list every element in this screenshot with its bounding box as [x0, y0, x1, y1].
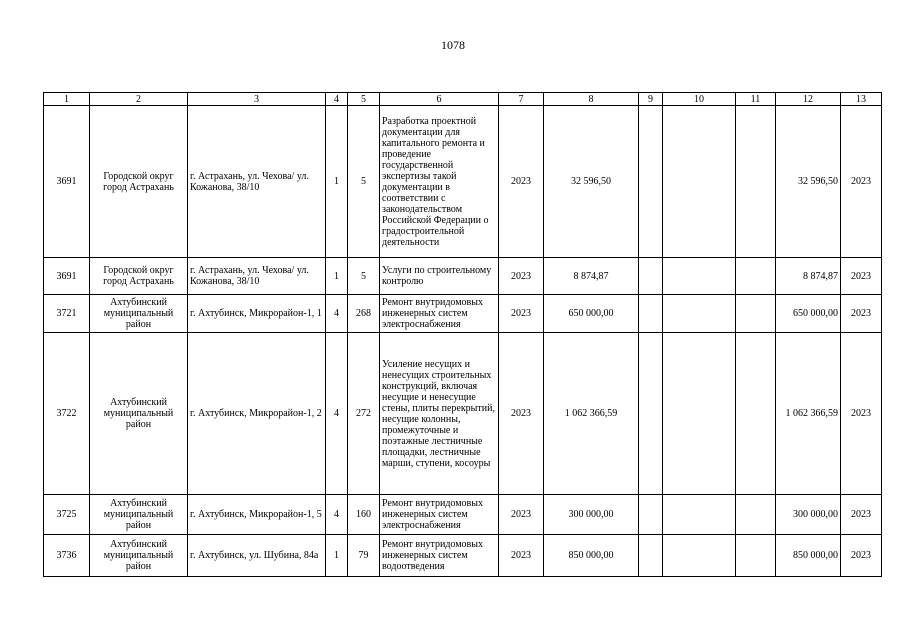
table-row	[44, 258, 882, 295]
cell-col12: 650 000,00	[776, 295, 841, 333]
cell-id: 3721	[44, 295, 90, 333]
column-header: 8	[544, 93, 639, 106]
table-row	[44, 295, 882, 333]
cell-col12: 32 596,50	[776, 106, 841, 258]
table-row	[44, 495, 882, 535]
cell-col5: 268	[348, 295, 380, 333]
table-row	[44, 333, 882, 495]
column-header: 10	[663, 93, 736, 106]
cell-work: Услуги по строительному контролю	[380, 258, 499, 295]
cell-col9	[639, 495, 663, 535]
cell-address: г. Ахтубинск, Микрорайон-1, 5	[188, 495, 326, 535]
cell-col9	[639, 535, 663, 577]
column-header: 5	[348, 93, 380, 106]
cell-id: 3736	[44, 535, 90, 577]
cell-year: 2023	[499, 106, 544, 258]
cell-col5: 160	[348, 495, 380, 535]
cell-municipality: Ахтубинский муниципальный район	[90, 333, 188, 495]
table-row	[44, 106, 882, 258]
cell-col4: 1	[326, 535, 348, 577]
cell-work: Разработка проектной документации для капитального ремонта и проведение государственной экспертизы такой документации в соответствии с законодательством Российской Федерации о градостроительной деятельности	[380, 106, 499, 258]
cell-address: г. Ахтубинск, Микрорайон-1, 1	[188, 295, 326, 333]
cell-col11	[736, 258, 776, 295]
column-header: 4	[326, 93, 348, 106]
cell-col5: 5	[348, 106, 380, 258]
column-header: 6	[380, 93, 499, 106]
column-header: 7	[499, 93, 544, 106]
cell-col4: 4	[326, 295, 348, 333]
column-header: 1	[44, 93, 90, 106]
cell-col9	[639, 258, 663, 295]
cell-municipality: Ахтубинский муниципальный район	[90, 295, 188, 333]
cell-col4: 1	[326, 258, 348, 295]
cell-col9	[639, 333, 663, 495]
cell-col9	[639, 106, 663, 258]
cell-municipality: Ахтубинский муниципальный район	[90, 535, 188, 577]
cell-id: 3722	[44, 333, 90, 495]
cell-col5: 5	[348, 258, 380, 295]
column-header: 12	[776, 93, 841, 106]
cell-total: 32 596,50	[544, 106, 639, 258]
cell-col12: 1 062 366,59	[776, 333, 841, 495]
column-header: 13	[841, 93, 882, 106]
cell-year: 2023	[499, 258, 544, 295]
cell-col4: 1	[326, 106, 348, 258]
cell-col11	[736, 295, 776, 333]
column-header: 3	[188, 93, 326, 106]
column-header: 11	[736, 93, 776, 106]
cell-total: 300 000,00	[544, 495, 639, 535]
cell-address: г. Астрахань, ул. Чехова/ ул. Кожанова, 38/10	[188, 258, 326, 295]
cell-total: 650 000,00	[544, 295, 639, 333]
cell-id: 3691	[44, 258, 90, 295]
cell-col5: 79	[348, 535, 380, 577]
cell-col10	[663, 333, 736, 495]
column-header: 9	[639, 93, 663, 106]
cell-col11	[736, 106, 776, 258]
cell-col5: 272	[348, 333, 380, 495]
cell-year: 2023	[499, 295, 544, 333]
cell-address: г. Ахтубинск, Микрорайон-1, 2	[188, 333, 326, 495]
cell-municipality: Городской округ город Астрахань	[90, 258, 188, 295]
cell-col11	[736, 495, 776, 535]
cell-id: 3725	[44, 495, 90, 535]
cell-year-end: 2023	[841, 295, 882, 333]
table-row	[44, 535, 882, 577]
cell-total: 850 000,00	[544, 535, 639, 577]
cell-year: 2023	[499, 535, 544, 577]
cell-id: 3691	[44, 106, 90, 258]
cell-year-end: 2023	[841, 535, 882, 577]
cell-col4: 4	[326, 495, 348, 535]
cell-col12: 300 000,00	[776, 495, 841, 535]
cell-col12: 8 874,87	[776, 258, 841, 295]
cell-col10	[663, 295, 736, 333]
cell-address: г. Астрахань, ул. Чехова/ ул. Кожанова, 38/10	[188, 106, 326, 258]
cell-work: Усиление несущих и ненесущих строительных конструкций, включая несущие и ненесущие стены, плиты перекрытий, несущие колонны, промежуточные и поэтажные лестничные площадки, лестничные марши, ступени, косоуры	[380, 333, 499, 495]
column-header: 2	[90, 93, 188, 106]
header-row	[44, 93, 882, 106]
cell-total: 8 874,87	[544, 258, 639, 295]
cell-col10	[663, 106, 736, 258]
registry-table	[43, 92, 882, 577]
cell-year: 2023	[499, 333, 544, 495]
cell-col10	[663, 535, 736, 577]
cell-col12: 850 000,00	[776, 535, 841, 577]
page-number: 1078	[441, 38, 465, 52]
cell-col10	[663, 495, 736, 535]
cell-total: 1 062 366,59	[544, 333, 639, 495]
cell-year-end: 2023	[841, 106, 882, 258]
cell-col9	[639, 295, 663, 333]
cell-year-end: 2023	[841, 333, 882, 495]
cell-municipality: Ахтубинский муниципальный район	[90, 495, 188, 535]
cell-col4: 4	[326, 333, 348, 495]
cell-col11	[736, 535, 776, 577]
cell-work: Ремонт внутридомовых инженерных систем водоотведения	[380, 535, 499, 577]
cell-municipality: Городской округ город Астрахань	[90, 106, 188, 258]
cell-col11	[736, 333, 776, 495]
cell-year-end: 2023	[841, 258, 882, 295]
cell-year: 2023	[499, 495, 544, 535]
cell-col10	[663, 258, 736, 295]
cell-year-end: 2023	[841, 495, 882, 535]
cell-address: г. Ахтубинск, ул. Шубина, 84а	[188, 535, 326, 577]
cell-work: Ремонт внутридомовых инженерных систем электроснабжения	[380, 295, 499, 333]
cell-work: Ремонт внутридомовых инженерных систем электроснабжения	[380, 495, 499, 535]
